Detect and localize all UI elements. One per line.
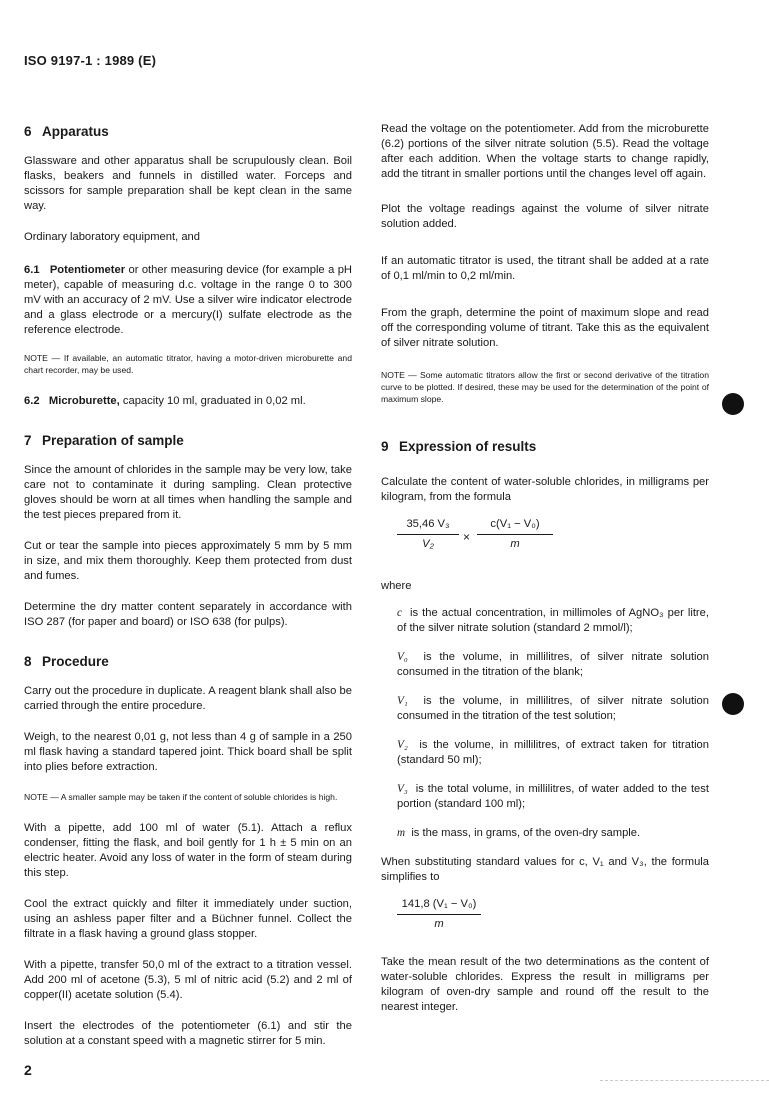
procedure-paragraph-8: Plot the voltage readings against the volume of silver nitrate solution added. <box>381 203 709 230</box>
apparatus-item-6-1: 6.1 Potentiometer or other measuring device (for example a pH meter), capable of measuring d.c. voltage in the range 0 to 300 mV with an accuracy of 2 mV. Use a silver wire indicator electrode and a glass electrode or a mercury(I) sulfate electrode as the reference electrode. <box>24 264 353 336</box>
procedure-note-2: NOTE — Some automatic titrators allow the first or second derivative of the titration curve to be plotted. If desired, these may be used for the determination of the point of maximum slope. <box>381 370 709 404</box>
section-8-heading: 8 Procedure <box>24 654 109 669</box>
where-label: where <box>381 580 412 592</box>
section-7-heading: 7 Preparation of sample <box>24 433 184 448</box>
results-paragraph-3: Take the mean result of the two determinations as the content of water-soluble chlorides. Express the result in milligrams per kilogram of oven-dry sample and round off the result to the nearest integer. <box>381 956 709 1013</box>
formula-fraction-simplified: $\frac{\text{141,8 (V₁ − V₀)}}{m}$ <box>397 897 481 932</box>
apparatus-note: NOTE — If available, an automatic titrator, having a motor-driven microburette and chart recorder, may be used. <box>24 353 352 375</box>
procedure-paragraph-6: Insert the electrodes of the potentiometer (6.1) and stir the solution at a constant speed with a magnetic stirrer for 5 min. <box>24 1020 352 1047</box>
definition-c: c is the actual concentration, in millimoles of AgNO₃ per litre, of the silver nitrate solution (standard 2 mmol/l); <box>397 607 709 634</box>
section-6-heading: 6 Apparatus <box>24 124 109 139</box>
apparatus-item-6-2: 6.2 Microburette, capacity 10 ml, graduated in 0,02 ml. <box>24 395 306 407</box>
definition-v2: V₂ is the volume, in millilitres, of extract taken for titration (standard 50 ml); <box>397 739 709 766</box>
procedure-paragraph-3: With a pipette, add 100 ml of water (5.1). Attach a reflux condenser, fitting the flask, and boil gently for 1 h ± 5 min on an electric heater. Avoid any loss of water in the form of steam during this step. <box>24 822 352 879</box>
definition-v0: V₀ is the volume, in millilitres, of silver nitrate solution consumed in the titration of the blank; <box>397 651 709 678</box>
preparation-paragraph-2: Cut or tear the sample into pieces approximately 5 mm by 5 mm in size, and mix them thoroughly. Keep them protected from dust and fumes. <box>24 540 352 582</box>
definition-m: m is the mass, in grams, of the oven-dry sample. <box>397 827 641 839</box>
apparatus-paragraph-1: Glassware and other apparatus shall be scrupulously clean. Boil flasks, beakers and funnels in distilled water. Forceps and scissors for sample preparation shall be kept clean in the same way. <box>24 155 352 212</box>
definition-v1: V₁ is the volume, in millilitres, of silver nitrate solution consumed in the titration of the test solution; <box>397 695 709 722</box>
punch-hole-top <box>722 393 744 415</box>
formula-times: × <box>463 530 471 544</box>
formula-simplified <box>397 897 709 941</box>
scan-edge-line <box>600 1080 769 1081</box>
preparation-paragraph-3: Determine the dry matter content separately in accordance with ISO 287 (for paper and board) or ISO 638 (for pulps). <box>24 601 352 628</box>
procedure-note-1: NOTE — A smaller sample may be taken if the content of soluble chlorides is high. <box>24 792 338 802</box>
variable-definitions <box>381 606 709 841</box>
definition-v3: V₃ is the total volume, in millilitres, of water added to the test portion (standard 100 ml); <box>397 783 709 810</box>
results-paragraph-1: Calculate the content of water-soluble chlorides, in milligrams per kilogram, from the formula <box>381 476 709 503</box>
formula-fraction-1: $\frac{\text{35,46 V₃}}{\text{V₂}}$ <box>397 517 459 552</box>
procedure-paragraph-7: Read the voltage on the potentiometer. Add from the microburette (6.2) portions of the silver nitrate solution (5.5). Read the voltage after each addition. When the voltage starts to change rapidly, add the titrant in smaller portions until the changes level off again. <box>381 123 709 180</box>
right-column <box>381 122 709 1031</box>
procedure-paragraph-10: From the graph, determine the point of maximum slope and read off the corresponding volume of titrant. Take this as the equivalent of silver nitrate solution. <box>381 307 709 349</box>
page-number: 2 <box>24 1062 32 1078</box>
results-paragraph-2: When substituting standard values for c, V₁ and V₃, the formula simplifies to <box>381 856 709 883</box>
document-header: ISO 9197-1 : 1989 (E) <box>24 53 157 68</box>
formula-main <box>397 517 709 565</box>
apparatus-paragraph-2: Ordinary laboratory equipment, and <box>24 231 200 243</box>
preparation-paragraph-1: Since the amount of chlorides in the sample may be very low, take care not to contaminate it during sampling. Clean protective gloves should be worn at all times when handling the sample and the test pieces prepared from it. <box>24 464 352 521</box>
procedure-paragraph-4: Cool the extract quickly and filter it immediately under suction, using an ashless paper filter and a Büchner funnel. Collect the filtrate in a flask having a ground glass stopper. <box>24 898 352 940</box>
procedure-paragraph-1: Carry out the procedure in duplicate. A reagent blank shall also be carried through the entire procedure. <box>24 685 352 712</box>
section-9-heading: 9 Expression of results <box>381 439 537 454</box>
procedure-paragraph-2: Weigh, to the nearest 0,01 g, not less than 4 g of sample in a 250 ml flask having a standard tapered joint. Thick board shall be split into plies before extraction. <box>24 731 352 773</box>
procedure-paragraph-5: With a pipette, transfer 50,0 ml of the extract to a titration vessel. Add 200 ml of acetone (5.3), 5 ml of nitric acid (5.2) and 2 ml of copper(II) acetate solution (5.4). <box>24 959 352 1001</box>
procedure-paragraph-9: If an automatic titrator is used, the titrant shall be added at a rate of 0,1 ml/min to 0,2 ml/min. <box>381 255 709 282</box>
left-column <box>24 124 352 1065</box>
punch-hole-bottom <box>722 693 744 715</box>
formula-fraction-2: $\frac{\text{c(V₁ − V₀)}}{m}$ <box>477 517 553 552</box>
